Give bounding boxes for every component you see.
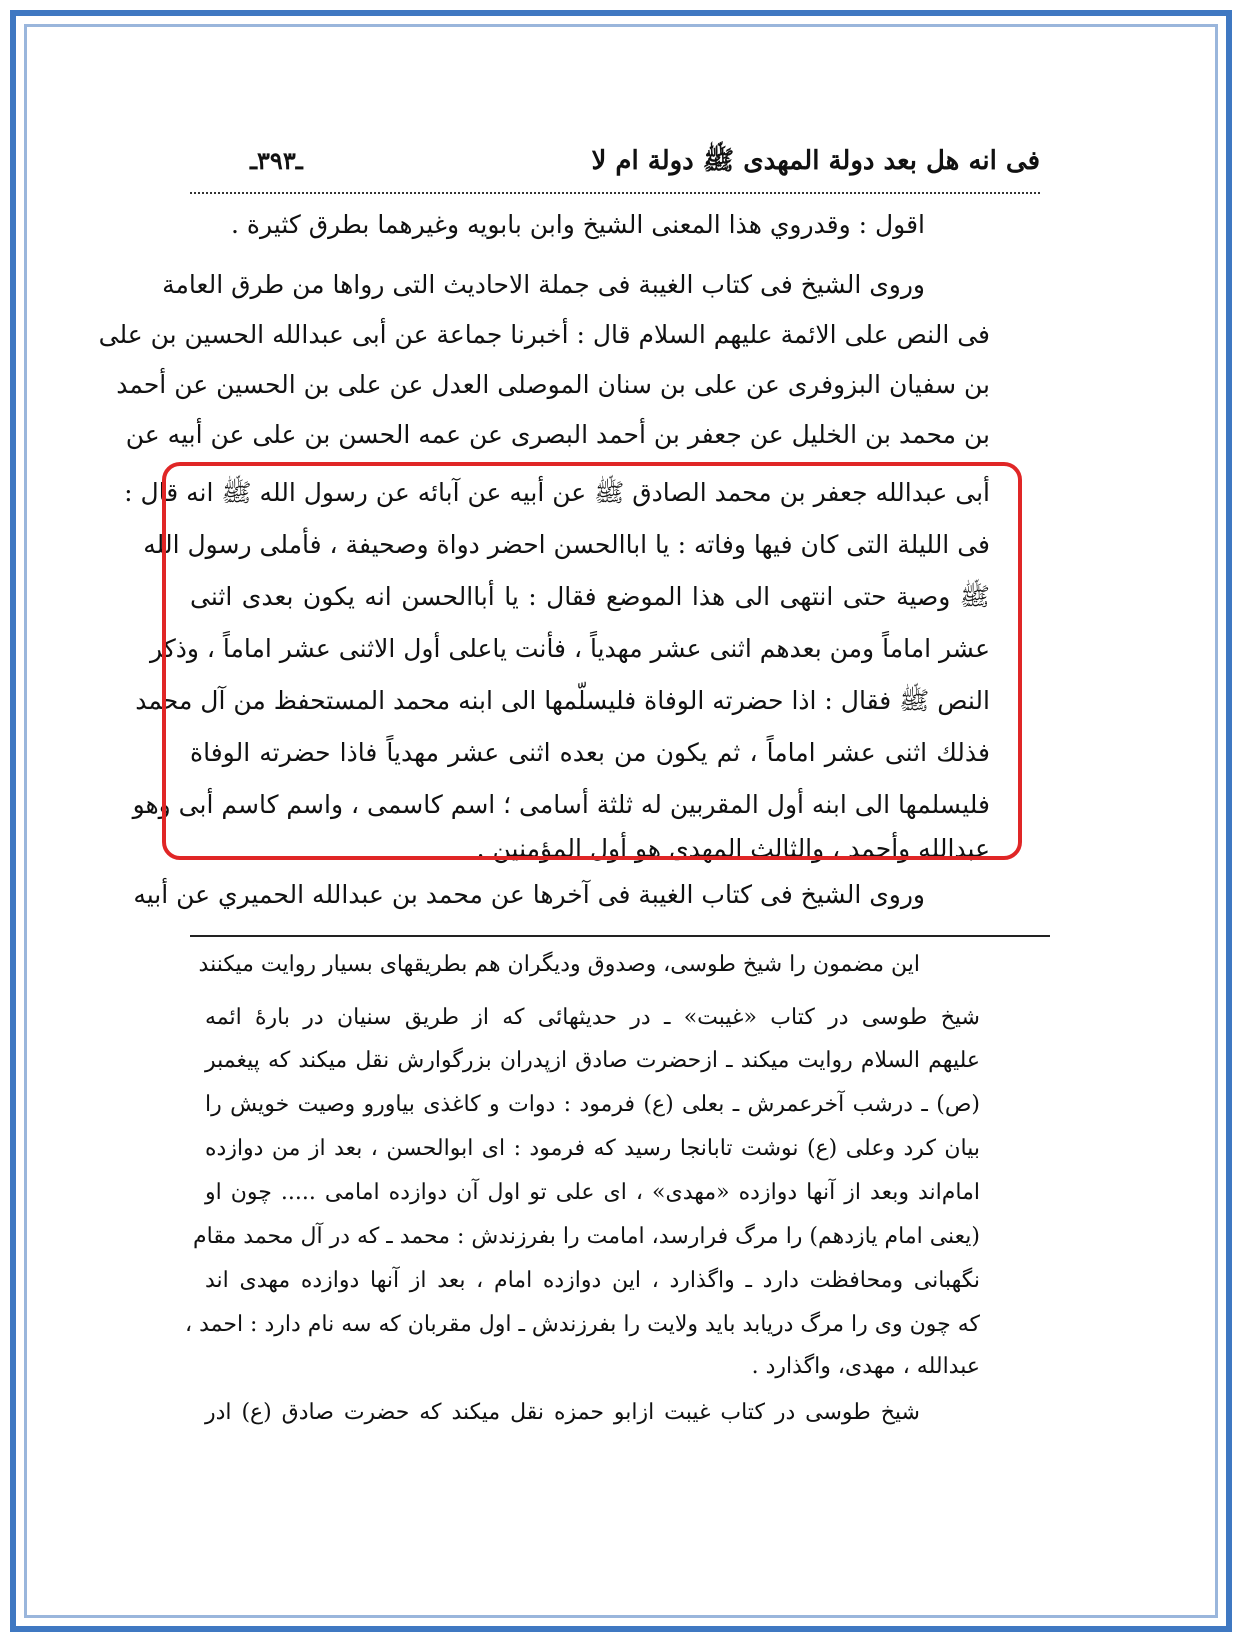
header-divider xyxy=(190,192,1040,194)
farsi-line: نگهبانی ومحافظت دارد ـ واگذارد ، این دوازده امام ، بعد از آنها دوازده مهدی اند xyxy=(205,1268,980,1293)
farsi-line: بیان کرد وعلی (ع) نوشت تابانجا رسید که فرمود : ای ابوالحسن ، بعد از من دوازده xyxy=(205,1136,980,1161)
arabic-line: النص ﷺ فقال : اذا حضرته الوفاة فليسلّمها الى ابنه محمد المستحفظ من آل محمد xyxy=(135,686,990,715)
footnote-divider xyxy=(190,935,1050,937)
farsi-line: امام‌اند وبعد از آنها دوازده «مهدی» ، ای علی تو اول آن دوازده امامی ..... چون او xyxy=(205,1180,980,1205)
arabic-line: فليسلمها الى ابنه أول المقربين له ثلثة أسامی ؛ اسم كاسمی ، واسم كاسم أبی وهو xyxy=(132,790,990,819)
page-header xyxy=(190,140,1040,188)
arabic-line: فذلك اثنی عشر اماماً ، ثم يكون من بعده اثنی عشر مهدياً فاذا حضرته الوفاة xyxy=(190,738,990,767)
page-number: ـ۳۹۳ـ xyxy=(250,146,303,175)
farsi-line: علیهم السلام روایت میکند ـ ازحضرت صادق ازپدران بزرگوارش نقل میکند که پیغمبر xyxy=(205,1048,980,1073)
arabic-line: بن سفيان البزوفری عن علی بن سنان الموصلی العدل عن علی بن الحسين عن أحمد xyxy=(116,370,990,399)
arabic-line: أبی عبدالله جعفر بن محمد الصادق ﷺ عن أبيه عن آبائه عن رسول الله ﷺ انه قال : xyxy=(124,478,990,507)
arabic-line: فی النص على الائمة عليهم السلام قال : أخبرنا جماعة عن أبی عبدالله الحسين بن علی xyxy=(98,320,990,349)
arabic-line: وروى الشيخ فی كتاب الغيبة فی جملة الاحاديث التی رواها من طرق العامة xyxy=(162,270,925,299)
arabic-line: عبدالله وأحمد ، والثالث المهدی هو أول المؤمنين . xyxy=(476,834,990,863)
farsi-line: شیخ طوسی در کتاب غیبت ازابو حمزه نقل میکند که حضرت صادق (ع) ادر xyxy=(205,1400,920,1425)
farsi-line: این مضمون را شیخ طوسی، وصدوق ودیگران هم بطریقهای بسیار روایت میکنند xyxy=(198,952,920,977)
farsi-line: که چون وی را مرگ دریابد باید ولایت را بفرزندش ـ اول مقربان که سه نام دارد : احمد ، xyxy=(184,1312,980,1337)
arabic-line: ﷺ وصية حتى انتهى الى هذا الموضع فقال : يا أباالحسن انه يكون بعدی اثنی xyxy=(190,582,990,611)
farsi-line: شیخ طوسی در کتاب «غیبت» ـ در حدیثهائی که از طریق سنیان در بارهٔ ائمه xyxy=(205,1005,980,1030)
farsi-line: عبدالله ، مهدی، واگذارد . xyxy=(751,1354,980,1379)
arabic-line: بن محمد بن الخليل عن جعفر بن أحمد البصری عن عمه الحسن بن علی عن أبيه عن xyxy=(125,420,990,449)
arabic-line: وروى الشيخ فی كتاب الغيبة فی آخرها عن محمد بن عبدالله الحميري عن أبيه xyxy=(133,880,925,909)
arabic-line: اقول : وقدروي هذا المعنى الشيخ وابن بابويه وغيرهما بطرق كثيرة . xyxy=(231,210,925,239)
running-title: فی انه هل بعد دولة المهدی ﷺ دولة ام لا xyxy=(591,146,1040,176)
highlight-box xyxy=(124,462,1022,860)
farsi-line: (یعنی امام یازدهم) را مرگ فرارسد، امامت را بفرزندش : محمد ـ که در آل محمد مقام xyxy=(193,1224,980,1249)
arabic-line: فی الليلة التی كان فيها وفاته : يا اباالحسن احضر دواة وصحيفة ، فأملی رسول الله xyxy=(143,530,990,559)
farsi-line: (ص) ـ درشب آخرعمرش ـ بعلی (ع) فرمود : دوات و کاغذی بیاورو وصیت خویش را xyxy=(205,1092,980,1117)
arabic-line: عشر اماماً ومن بعدهم اثنی عشر مهدياً ، فأنت ياعلی أول الاثنی عشر اماماً ، وذكر xyxy=(150,634,990,663)
